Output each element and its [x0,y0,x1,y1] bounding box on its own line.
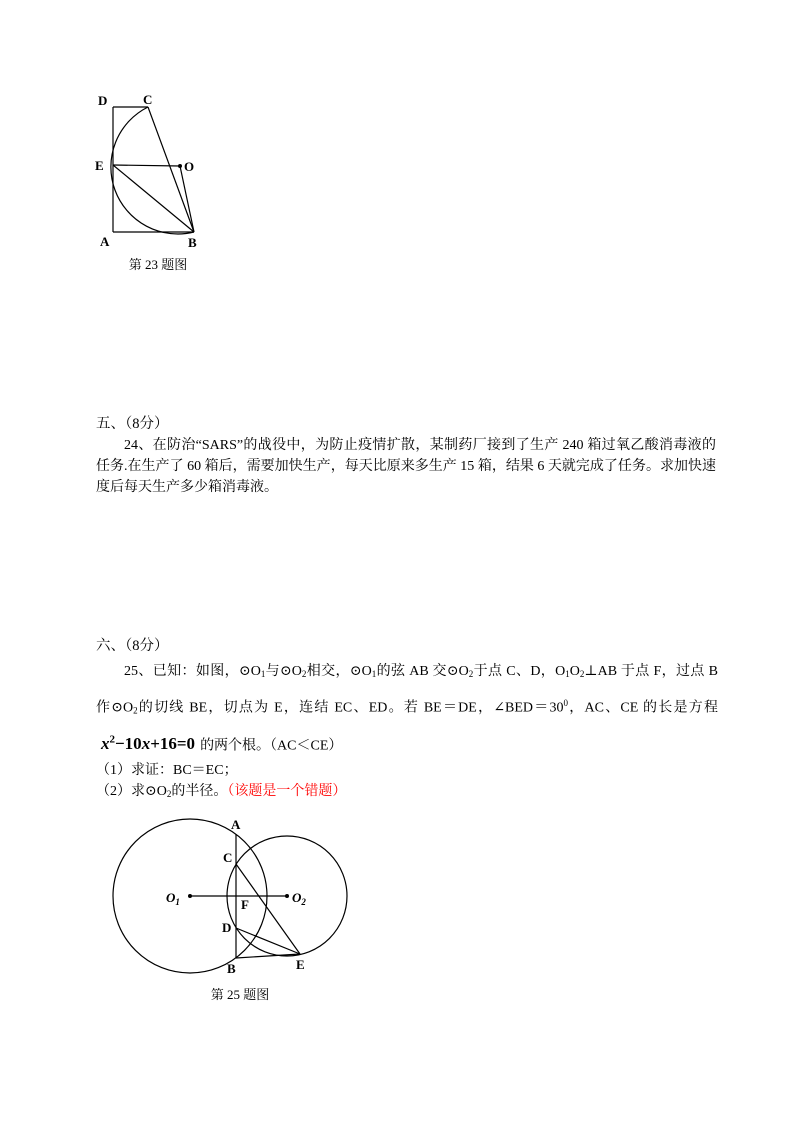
p25-text-2: 与⊙O [265,664,302,679]
item2-sub: 2 [166,789,172,800]
formula-x1: x [101,734,110,754]
label-O: O [184,159,195,174]
item2-text-a: （2）求⊙O [96,784,167,800]
formula-exponent: 2 [109,733,115,746]
problem-25-text [96,657,718,760]
label-F: F [241,897,249,912]
p25-sub-3: 1 [371,669,377,679]
problem-25-diagram [100,812,380,980]
p25-sub-7: 2 [133,705,138,716]
section-6-heading: 六、（8分） [96,638,169,654]
p25-sub-2: 2 [301,669,307,679]
p25-text-4: 的弦 AB 交⊙O [376,664,469,679]
p25-text-1: 25、已知：如图，⊙O [124,664,261,679]
problem-24-text: 24、在防治“SARS”的战役中，为防止疫情扩散，某制药厂接到了生产 240 箱过氧乙酸消毒液的任务.在生产了 60 箱后，需要加快生产，每天比原来多生产 15 箱，结果 6 天就完成了任务。求加快速度后每天生产多少箱消毒液。 [96,438,716,495]
p25-text-6: O [569,664,580,679]
p25-sub-1: 1 [260,669,266,679]
p25-text-10: 的两个根。（AC＜CE） [200,738,343,754]
label-D: D [222,920,232,935]
formula-rest: +16=0 [150,734,196,754]
label-A: A [100,234,110,249]
item2-error-note: （该题是一个错题） [227,784,347,800]
problem-23-diagram [88,90,228,250]
p25-sub-5: 1 [565,669,570,679]
point-O-dot [178,164,182,168]
section-5 [96,414,716,498]
formula-x2: x [141,734,151,754]
label-B: B [188,235,197,250]
p25-text-5: 于点 C、D，O [473,664,566,679]
label-C: C [143,92,153,107]
p25-sub-4: 2 [468,669,474,679]
p25-sup-degree: 0 [563,698,569,708]
label-E: E [296,957,305,972]
label-C: C [223,850,233,865]
problem-25-item-2 [96,781,718,805]
point-O1-dot [188,894,192,898]
p25-sub-6: 2 [579,669,585,679]
formula-mid: −10 [115,734,142,754]
label-O2: $O_2$ [292,890,306,907]
figure-25-caption: 第 25 题图 [210,987,270,1002]
problem-25-item-1: （1）求证：BC＝EC； [96,763,238,779]
p25-text-3: 相交，⊙O [306,664,372,679]
item2-text-b: 的半径。 [171,784,228,800]
figure-23-caption: 第 23 题图 [128,257,188,272]
label-A: A [231,817,241,832]
label-E: E [95,158,104,173]
point-O2-dot [285,894,289,898]
p25-text-7: ⊥AB 于点 F，过点 B 作⊙O [96,664,719,716]
section-6 [96,636,718,805]
quadratic-equation [101,734,195,753]
label-D: D [98,93,108,108]
section-5-heading: 五、（8分） [96,416,169,432]
label-B: B [227,961,236,976]
p25-text-9: ，AC、CE 的长是方程 [568,700,719,716]
figure-problem-23 [88,90,228,273]
p25-text-8: 的切线 BE，切点为 E，连结 EC、ED。若 BE＝DE，∠BED＝30 [137,700,564,716]
label-O1: $O_1$ [166,890,180,907]
figure-problem-25 [100,812,380,1003]
